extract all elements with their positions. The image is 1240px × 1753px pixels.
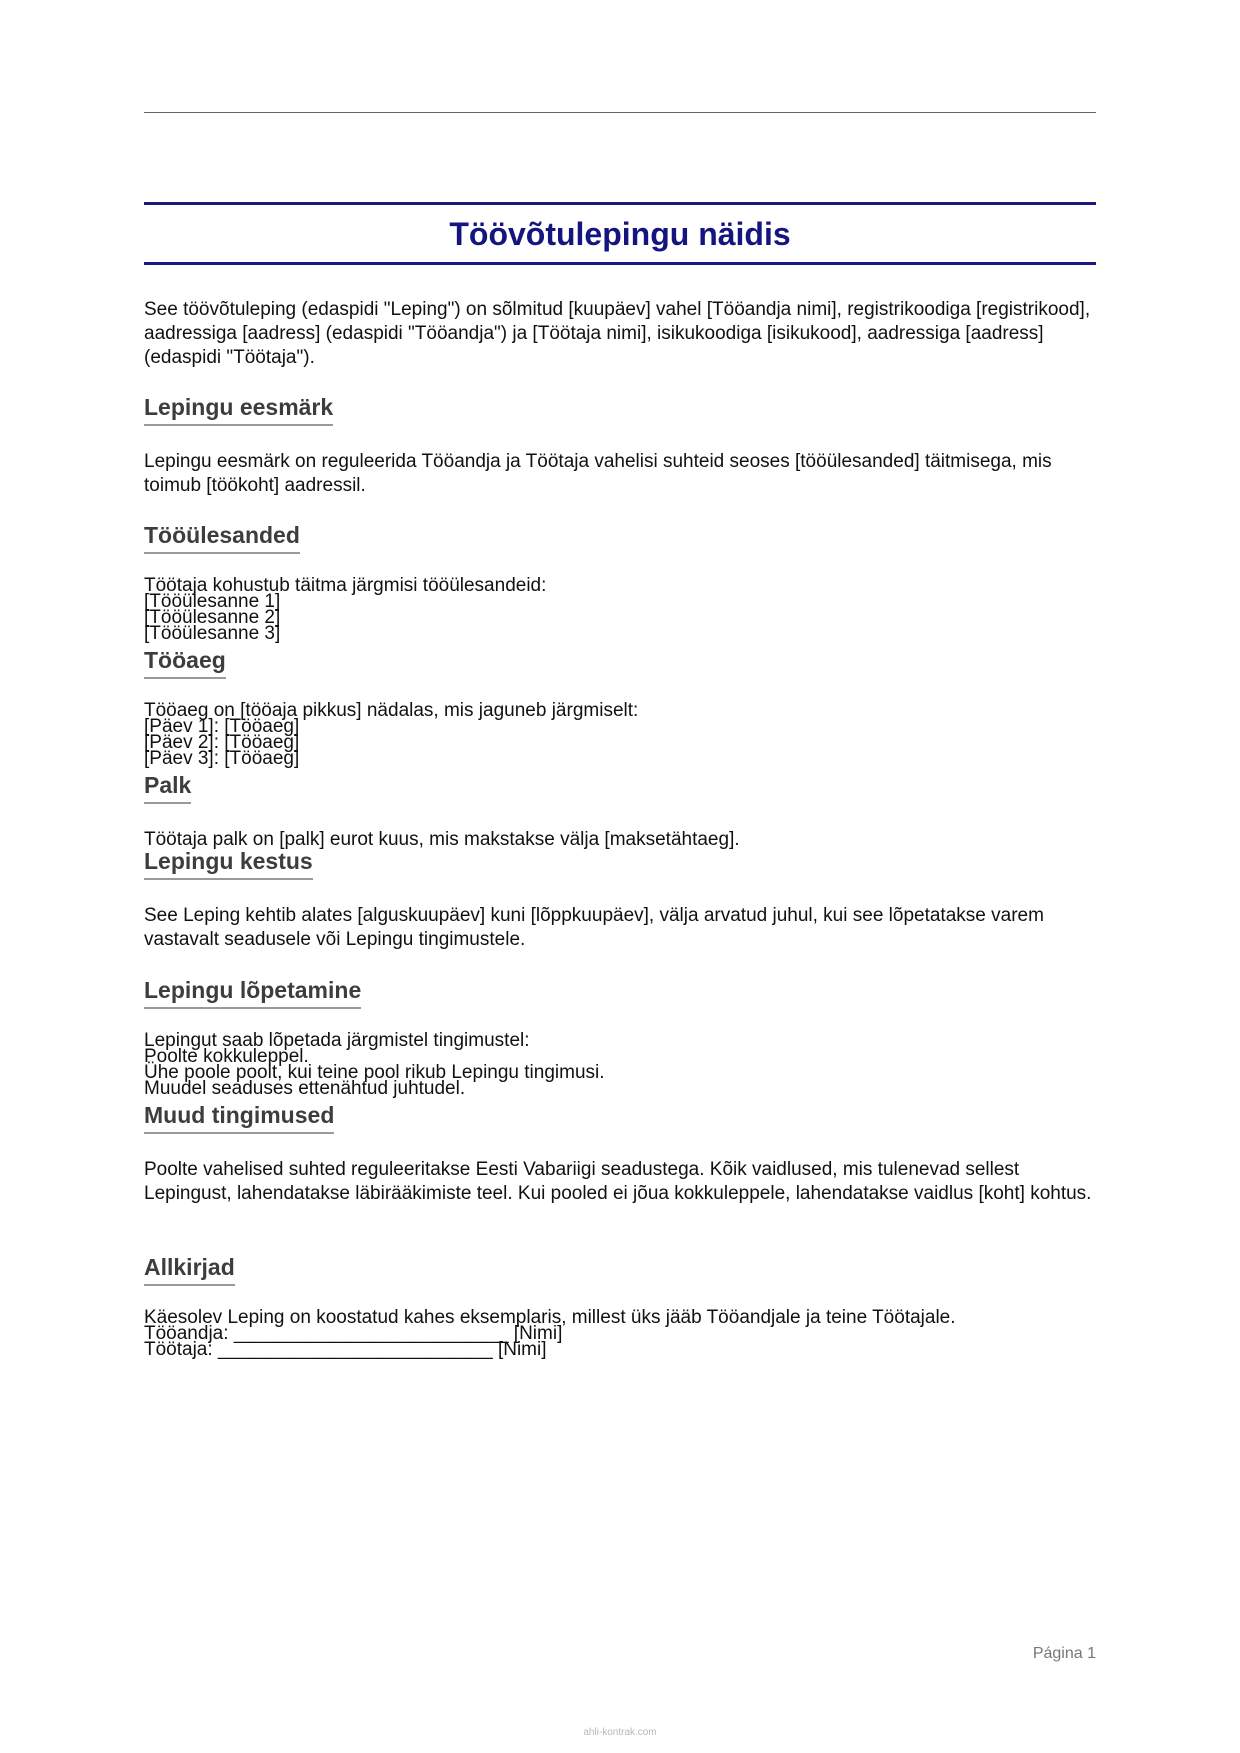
section-text-palk: Töötaja palk on [palk] eurot kuus, mis makstakse välja [maksetähtaeg]. — [144, 829, 740, 850]
list-intro: Töötaja kohustub täitma järgmisi tööülesandeid: — [144, 575, 547, 596]
list-intro: Tööaeg on [tööaja pikkus] nädalas, mis jaguneb järgmiselt: — [144, 700, 639, 721]
list-intro: Lepingut saab lõpetada järgmistel tingimustel: — [144, 1030, 530, 1051]
list-item: Poolte kokkuleppel. — [144, 1046, 309, 1067]
footer-watermark: ahli-kontrak.com — [583, 1727, 657, 1738]
signature-line-employer: Tööandja: __________________________ [Nimi] — [144, 1323, 563, 1344]
section-heading-tooaeg: Tööaeg — [144, 645, 226, 679]
list-item: Ühe poole poolt, kui teine pool rikub Lepingu tingimusi. — [144, 1062, 605, 1083]
title-block — [144, 202, 1096, 265]
signature-intro: Käesolev Leping on koostatud kahes eksemplaris, millest üks jääb Tööandjale ja teine Töötajale. — [144, 1307, 956, 1328]
section-heading-palk: Palk — [144, 770, 191, 804]
signature-block — [144, 1307, 1096, 1360]
list-item: [Tööülesanne 3] — [144, 623, 281, 644]
section-text-kestus: See Leping kehtib alates [alguskuupäev] kuni [lõppkuupäev], välja arvatud juhul, kui see lõpetatakse varem vastavalt seadusele või Lepingu tingimustele. — [144, 905, 1044, 950]
section-heading-lopetamine: Lepingu lõpetamine — [144, 975, 361, 1009]
list-item: [Päev 3]: [Tööaeg] — [144, 748, 300, 769]
page-number: Página 1 — [1032, 1645, 1096, 1662]
list-item: [Päev 1]: [Tööaeg] — [144, 716, 300, 737]
section-text-eesmark: Lepingu eesmärk on reguleerida Tööandja ja Töötaja vahelisi suhteid seoses [tööülesanded] täitmisega, mis toimub [töökoht] aadressil. — [144, 451, 1052, 496]
signature-line-employee: Töötaja: __________________________ [Nimi] — [144, 1339, 547, 1360]
list-item: [Päev 2]: [Tööaeg] — [144, 732, 300, 753]
list-item: Muudel seaduses ettenähtud juhtudel. — [144, 1078, 466, 1099]
section-list-tooulesanded — [144, 575, 1096, 644]
section-heading-allkirjad: Allkirjad — [144, 1252, 235, 1286]
top-divider — [144, 112, 1096, 113]
page-title: Töövõtulepingu näidis — [449, 215, 791, 252]
section-list-tooaeg — [144, 700, 1096, 769]
list-item: [Tööülesanne 1] — [144, 591, 281, 612]
section-text-muud: Poolte vahelised suhted reguleeritakse Eesti Vabariigi seadustega. Kõik vaidlused, mis tulenevad sellest Lepingust, lahendatakse läbirääkimiste teel. Kui pooled ei jõua kokkuleppele, lahendatakse vaidlus [koht] kohtus. — [144, 1159, 1092, 1204]
section-heading-eesmark: Lepingu eesmärk — [144, 392, 333, 426]
section-list-lopetamine — [144, 1030, 1096, 1099]
intro-paragraph: See töövõtuleping (edaspidi "Leping") on sõlmitud [kuupäev] vahel [Tööandja nimi], registrikoodiga [registrikood], aadressiga [aadress] (edaspidi "Tööandja") ja [Töötaja nimi], isikukoodiga [isikukood], aadressiga [aadress] (edaspidi "Töötaja"). — [144, 299, 1091, 368]
section-heading-kestus: Lepingu kestus — [144, 846, 313, 880]
section-heading-muud: Muud tingimused — [144, 1100, 334, 1134]
list-item: [Tööülesanne 2] — [144, 607, 281, 628]
section-heading-tooulesanded: Tööülesanded — [144, 520, 300, 554]
